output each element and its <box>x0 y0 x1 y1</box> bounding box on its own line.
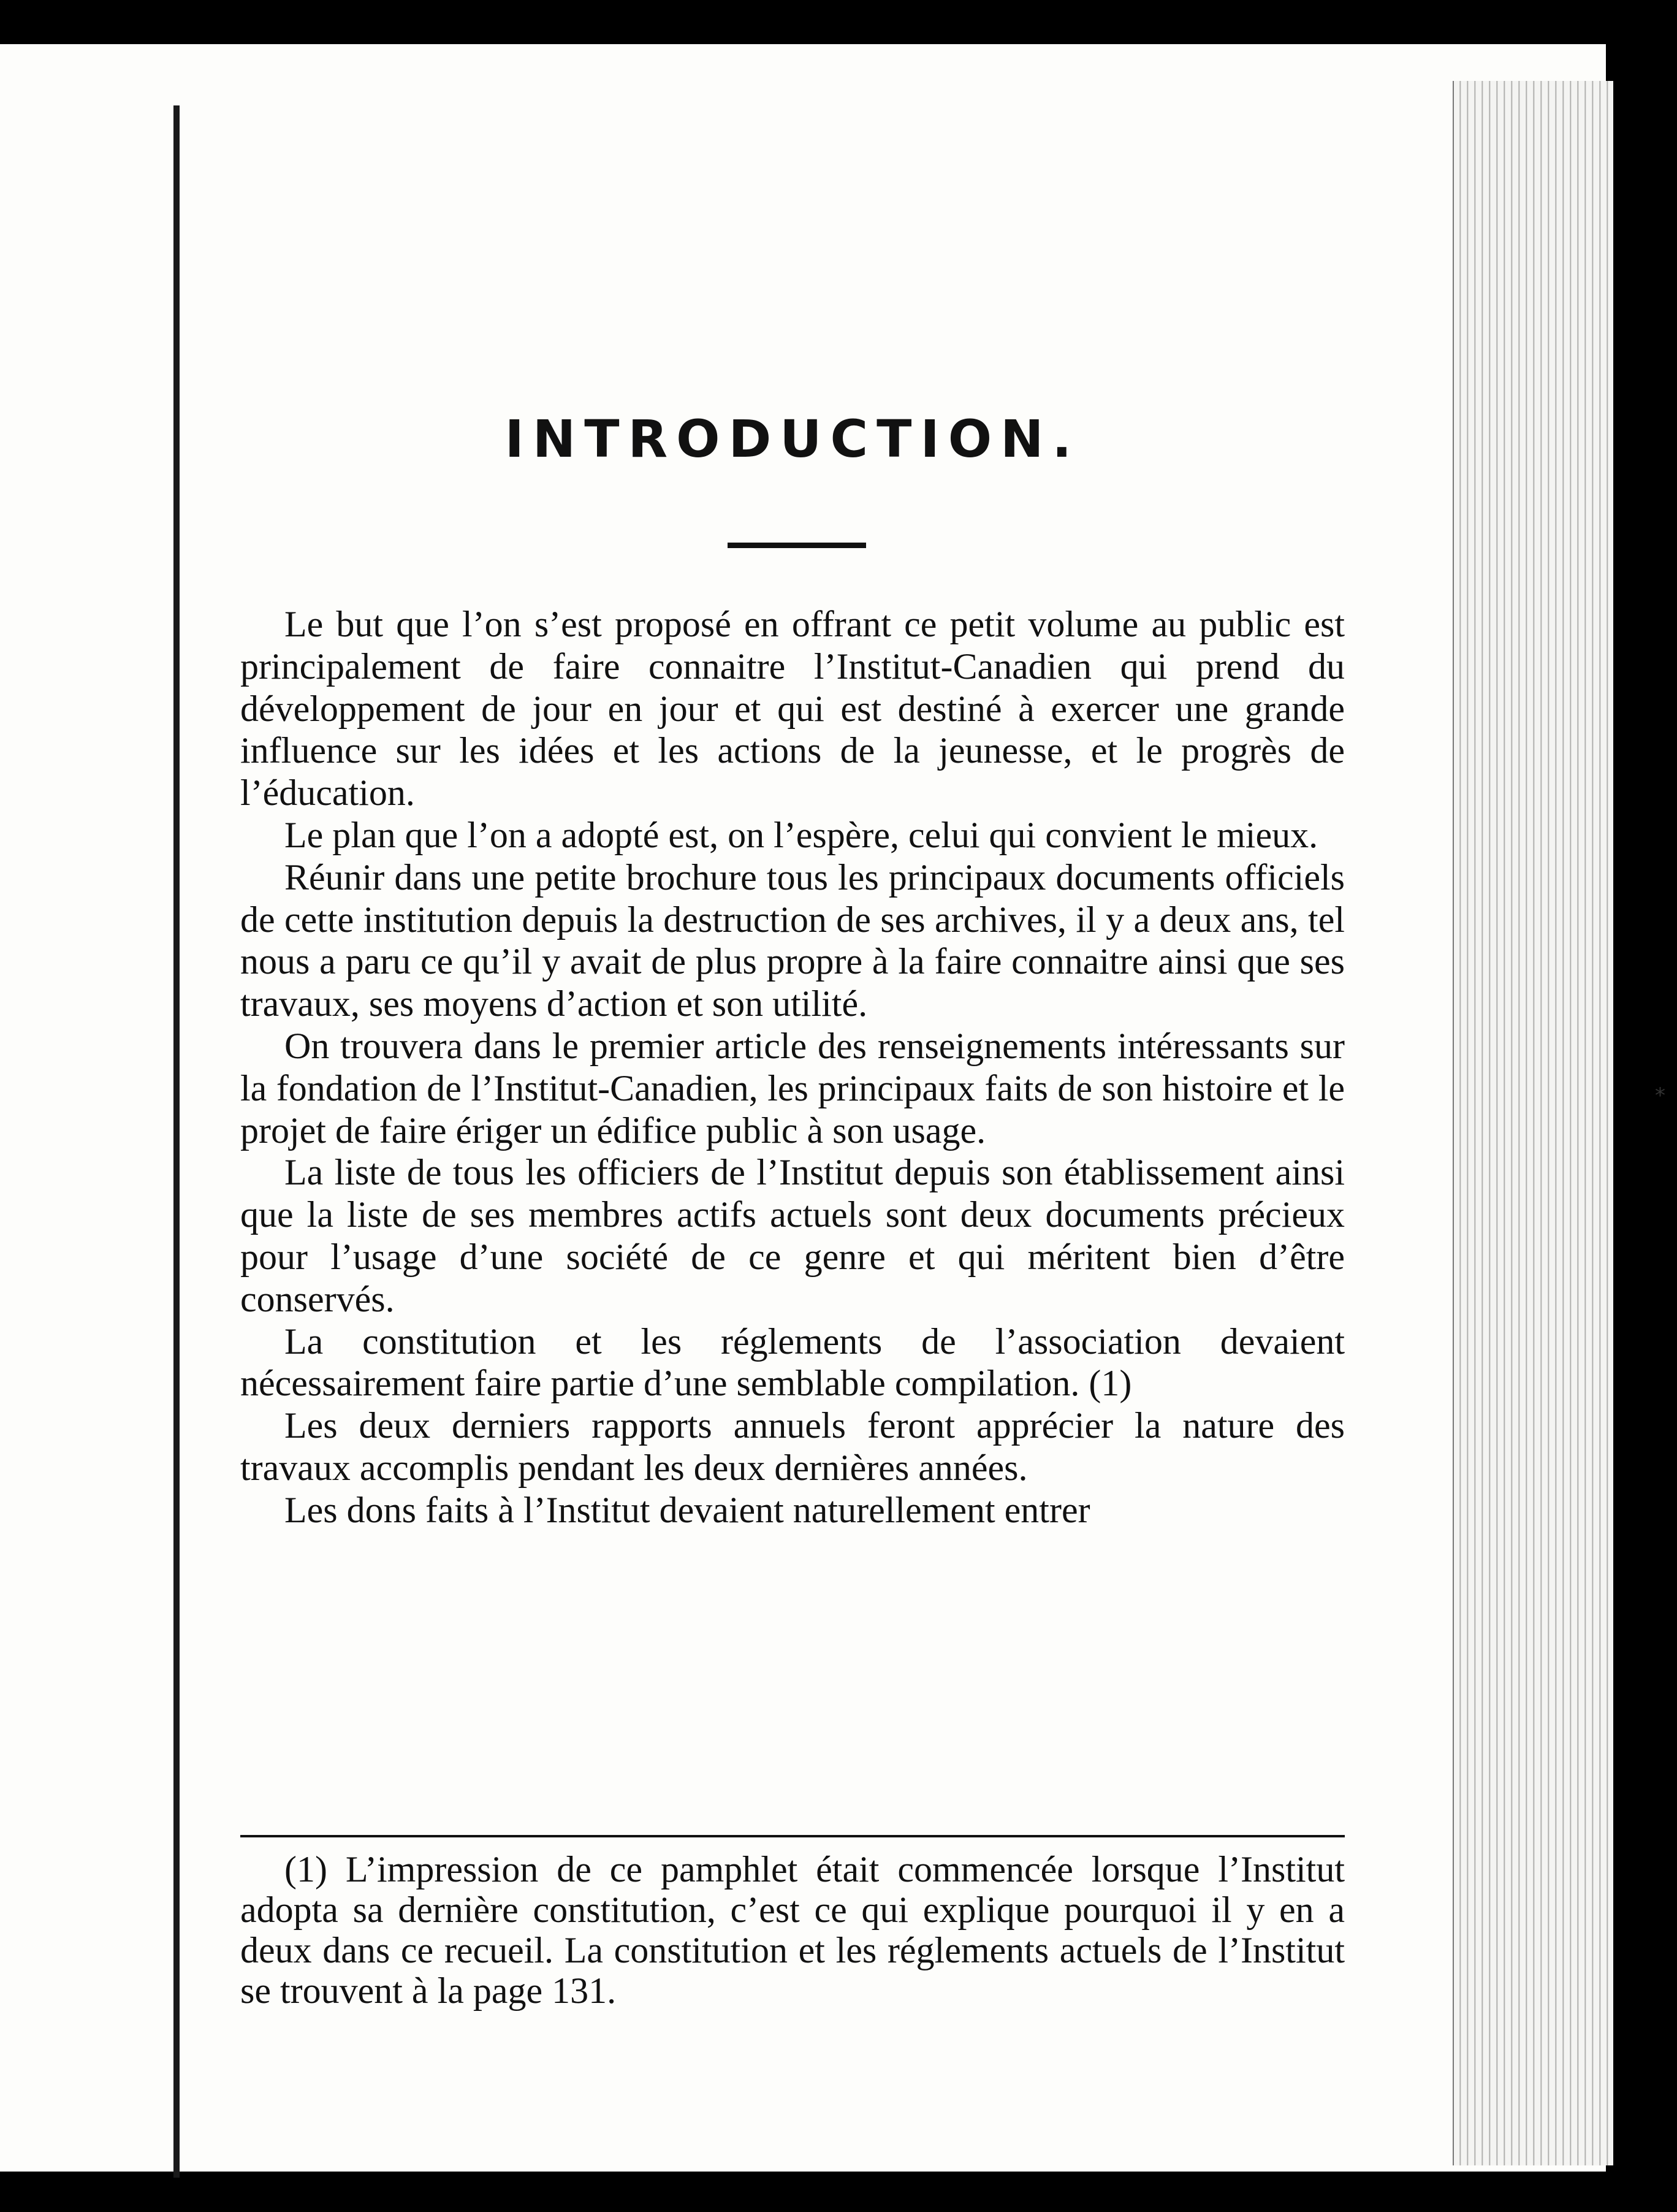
margin-asterisk-icon: * <box>1655 1083 1665 1108</box>
body-text <box>240 603 1345 1531</box>
paragraph-3: Réunir dans une petite brochure tous les principaux documents officiels de cette institution depuis la destruction de ses archives, il y a deux ans, tel nous a paru ce qu’il y avait de plus propre à la faire connaitre ainsi que ses travaux, ses moyens d’action et son utilité. <box>240 856 1345 1024</box>
book-page <box>0 44 1606 2172</box>
paragraph-5: La liste de tous les officiers de l’Institut depuis son établissement ainsi que la liste de ses membres actifs actuels sont deux documents précieux pour l’usage d’une société de ce genre et qui méritent bien d’être conservés. <box>240 1152 1345 1319</box>
paragraph-2: Le plan que l’on a adopté est, on l’espère, celui qui convient le mieux. <box>284 814 1318 855</box>
paragraph-6: La constitution et les réglements de l’association devaient nécessairement faire partie d’une semblable compilation. (1) <box>240 1321 1345 1404</box>
paragraph-8: Les dons faits à l’Institut devaient naturellement entrer <box>284 1489 1090 1530</box>
paragraph-7: Les deux derniers rapports annuels feront apprécier la nature des travaux accomplis pendant les deux dernières années. <box>240 1405 1345 1488</box>
gutter-line <box>173 105 180 2178</box>
page-title: INTRODUCTION. <box>504 409 1081 469</box>
page-edges <box>1453 81 1613 2165</box>
footnote-rule <box>240 1835 1345 1837</box>
paragraph-4: On trouvera dans le premier article des renseignements intéressants sur la fondation de l’Institut-Canadien, les principaux faits de son histoire et le projet de faire ériger un édifice public à son usage. <box>240 1025 1345 1151</box>
title-rule <box>728 543 866 548</box>
paragraph-1: Le but que l’on s’est proposé en offrant ce petit volume au public est principalement de faire connaitre l’Institut-Canadien qui prend du développement de jour en jour et qui est destiné à exercer une grande influence sur les idées et les actions de la jeunesse, et le progrès de l’éducation. <box>240 604 1345 814</box>
footnote: (1) L’impression de ce pamphlet était commencée lorsque l’Institut adopta sa dernière constitution, c’est ce qui explique pourquoi il y en a deux dans ce recueil. La constitution et les réglements actuels de l’Institut se trouvent à la page 131. <box>240 1849 1345 2011</box>
